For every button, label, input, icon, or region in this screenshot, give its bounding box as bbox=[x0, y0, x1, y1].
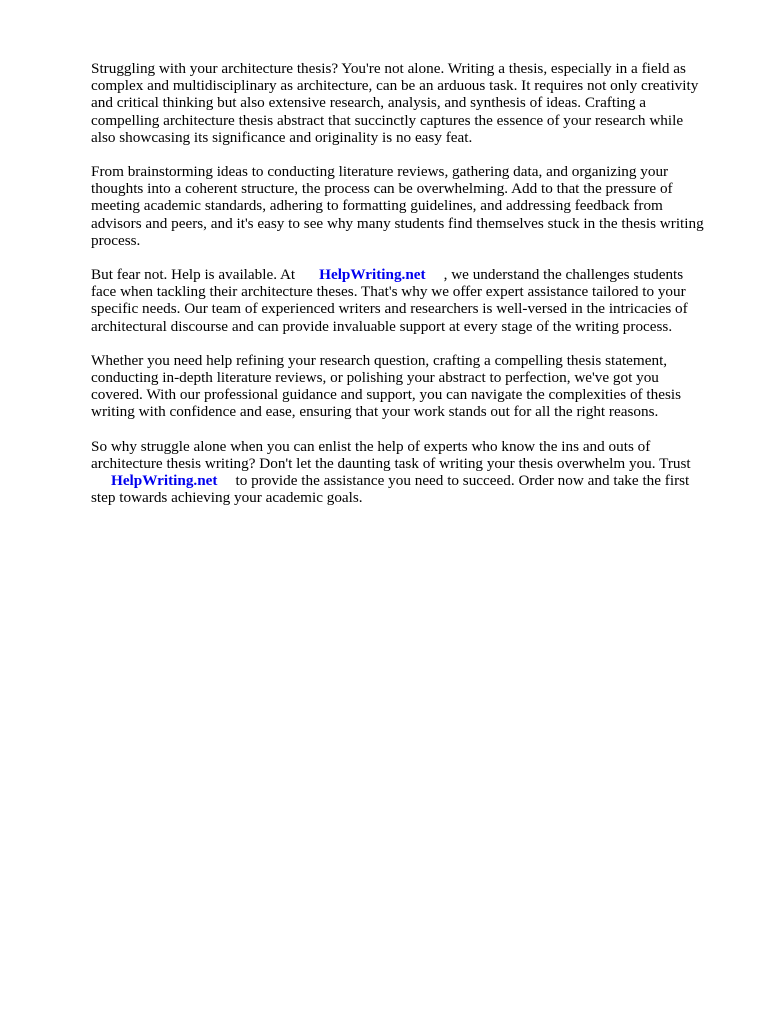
paragraph-closing bbox=[91, 438, 721, 507]
helpwriting-link[interactable]: HelpWriting.net bbox=[319, 266, 426, 284]
document-page bbox=[91, 60, 721, 523]
paragraph-intro: Struggling with your architecture thesis? You're not alone. Writing a thesis, especially in a field as complex and multidisciplinary as architecture, can be an arduous task. It requires not only creativity and critical thinking but also extensive research, analysis, and synthesis of ideas. Crafting a compelling architecture thesis abstract that succinctly captures the essence of your research while also showcasing its significance and originality is no easy feat. bbox=[91, 60, 699, 146]
paragraph-help-text-after: , we understand the challenges students face when tackling their architecture theses. That's why we offer expert assistance tailored to your specific needs. Our team of experienced writers and researchers is well-versed in the intricacies of architectural discourse and can provide invaluable support at every stage of the writing process. bbox=[91, 266, 688, 335]
paragraph-help bbox=[91, 266, 721, 335]
paragraph-closing-text-before: So why struggle alone when you can enlist the help of experts who know the ins and outs of architecture thesis writing? Don't let the daunting task of writing your thesis overwhelm you. Trust bbox=[91, 437, 691, 472]
helpwriting-link-closing[interactable]: HelpWriting.net bbox=[111, 472, 218, 490]
paragraph-help-text-before: But fear not. Help is available. At bbox=[91, 266, 296, 284]
paragraph-services: Whether you need help refining your research question, crafting a compelling thesis statement, conducting in-depth literature reviews, or polishing your abstract to perfection, we've got you covered. With our professional guidance and support, you can navigate the complexities of thesis writing with confidence and ease, ensuring that your work stands out for all the right reasons. bbox=[91, 351, 681, 421]
paragraph-process: From brainstorming ideas to conducting literature reviews, gathering data, and organizing your thoughts into a coherent structure, the process can be overwhelming. Add to that the pressure of meeting academic standards, adhering to formatting guidelines, and addressing feedback from advisors and peers, and it's easy to see why many students find themselves stuck in the thesis writing process. bbox=[91, 163, 704, 249]
paragraph-closing-text-after: to provide the assistance you need to succeed. Order now and take the first step towards achieving your academic goals. bbox=[91, 472, 690, 507]
